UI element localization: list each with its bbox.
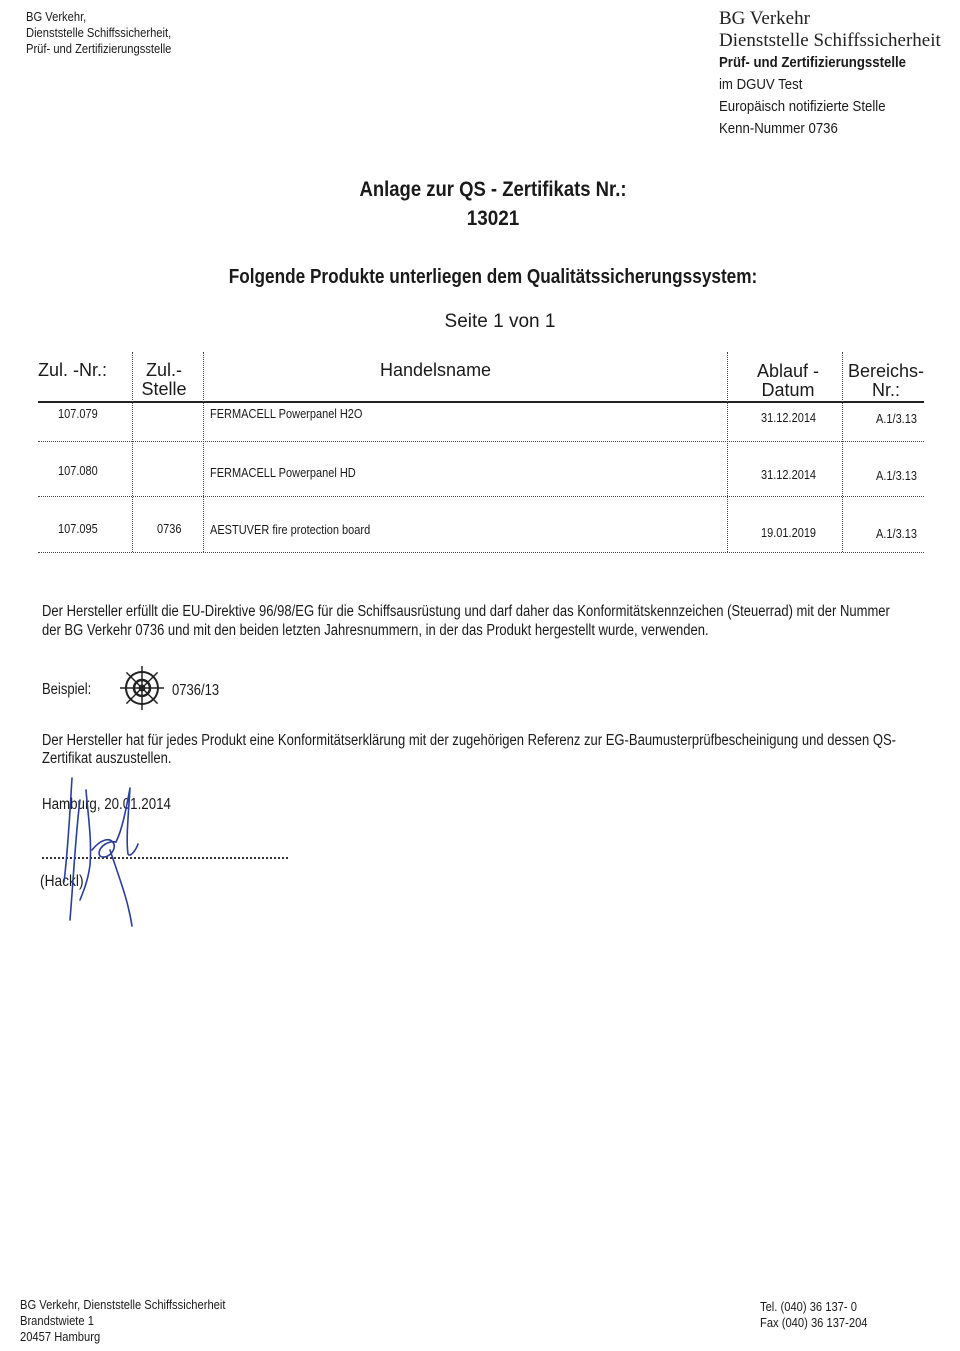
footer-fax: Fax (040) 36 137-204	[760, 1315, 868, 1330]
row-2-zul-nr: 107.080	[58, 464, 98, 478]
row-3-handelsname: AESTUVER fire protection board	[210, 523, 371, 537]
header-zul-nr: Zul. -Nr.:	[38, 360, 108, 380]
footer-address-line-2: Brandstwiete 1	[20, 1313, 94, 1328]
sender-line-2: Dienststelle Schiffssicherheit,	[26, 25, 172, 40]
row-rule	[38, 496, 924, 497]
footer-address-line-3: 20457 Hamburg	[20, 1329, 101, 1344]
column-separator	[203, 352, 204, 552]
row-3-zul-stelle: 0736	[157, 522, 182, 536]
column-separator	[727, 352, 728, 552]
column-separator	[132, 352, 133, 552]
letterhead-dguv: im DGUV Test	[719, 76, 803, 93]
letterhead	[719, 8, 959, 140]
header-bereich-line-1: Bereichs-	[847, 361, 925, 381]
sender-address	[26, 9, 171, 57]
header-zul-stelle-line-1: Zul.-	[146, 360, 182, 380]
header-bereich-line-2: Nr.:	[871, 380, 900, 400]
header-handelsname: Handelsname	[380, 360, 492, 380]
footer-contact	[760, 1299, 868, 1331]
footer-address	[20, 1297, 225, 1345]
column-separator	[842, 352, 843, 552]
row-3-bereich: A.1/3.13	[876, 527, 917, 541]
handwritten-signature	[40, 770, 150, 930]
row-2-handelsname: FERMACELL Powerpanel HD	[210, 466, 356, 480]
paragraph-2-line-2: Zertifikat auszustellen.	[42, 750, 172, 767]
page-indicator: Seite 1 von 1	[444, 311, 556, 332]
ship-wheel-icon	[118, 664, 166, 712]
row-2-ablauf: 31.12.2014	[761, 468, 817, 482]
paragraph-2-line-1: Der Hersteller hat für jedes Produkt eine Konformitätserklärung mit der zugehörigen Referenz zur EG-Baumusterprüfbescheinigung und dessen QS-	[42, 732, 896, 749]
paragraph-1-line-2: der BG Verkehr 0736 und mit den beiden letzten Jahresnummern, in der das Produkt hergestellt wurde, verwenden.	[42, 622, 709, 639]
header-zul-stelle	[134, 361, 194, 399]
header-ablauf-line-2: Datum	[761, 380, 815, 400]
header-bereichs-nr	[844, 362, 928, 400]
sender-line-1: BG Verkehr,	[26, 9, 87, 24]
letterhead-org: BG Verkehr	[719, 8, 810, 29]
document-title: Anlage zur QS - Zertifikats Nr.:	[359, 178, 627, 201]
letterhead-notified: Europäisch notifizierte Stelle	[719, 98, 886, 115]
footer-address-line-1: BG Verkehr, Dienststelle Schiffssicherheit	[20, 1297, 226, 1312]
example-code: 0736/13	[172, 682, 220, 699]
header-zul-stelle-line-2: Stelle	[141, 379, 187, 399]
place-date: Hamburg, 20.01.2014	[42, 796, 171, 813]
row-1-bereich: A.1/3.13	[876, 412, 917, 426]
letterhead-department: Dienststelle Schiffssicherheit	[719, 30, 941, 51]
table-header-rule	[38, 401, 924, 403]
products-heading: Folgende Produkte unterliegen dem Qualitätssicherungssystem:	[228, 266, 758, 288]
row-rule	[38, 441, 924, 442]
row-rule	[38, 552, 924, 553]
row-3-zul-nr: 107.095	[58, 522, 98, 536]
row-3-ablauf: 19.01.2019	[761, 526, 817, 540]
example-label: Beispiel:	[42, 681, 92, 698]
row-2-bereich: A.1/3.13	[876, 469, 917, 483]
sender-line-3: Prüf- und Zertifizierungsstelle	[26, 41, 172, 56]
certificate-number: 13021	[466, 207, 520, 230]
row-1-handelsname: FERMACELL Powerpanel H2O	[210, 407, 363, 421]
paragraph-1-line-1: Der Hersteller erfüllt die EU-Direktive 96/98/EG für die Schiffsausrüstung und darf daher das Konformitätskennzeichen (Steuerrad) mit der Nummer	[42, 603, 890, 620]
row-1-zul-nr: 107.079	[58, 407, 98, 421]
letterhead-kenn-nummer: Kenn-Nummer 0736	[719, 120, 838, 137]
footer-phone: Tel. (040) 36 137- 0	[760, 1299, 857, 1314]
header-ablauf-line-1: Ablauf -	[756, 361, 820, 381]
signer-name: (Hackl)	[40, 873, 84, 890]
row-1-ablauf: 31.12.2014	[761, 411, 817, 425]
letterhead-unit: Prüf- und Zertifizierungsstelle	[719, 54, 907, 71]
header-ablauf-datum	[740, 362, 836, 400]
